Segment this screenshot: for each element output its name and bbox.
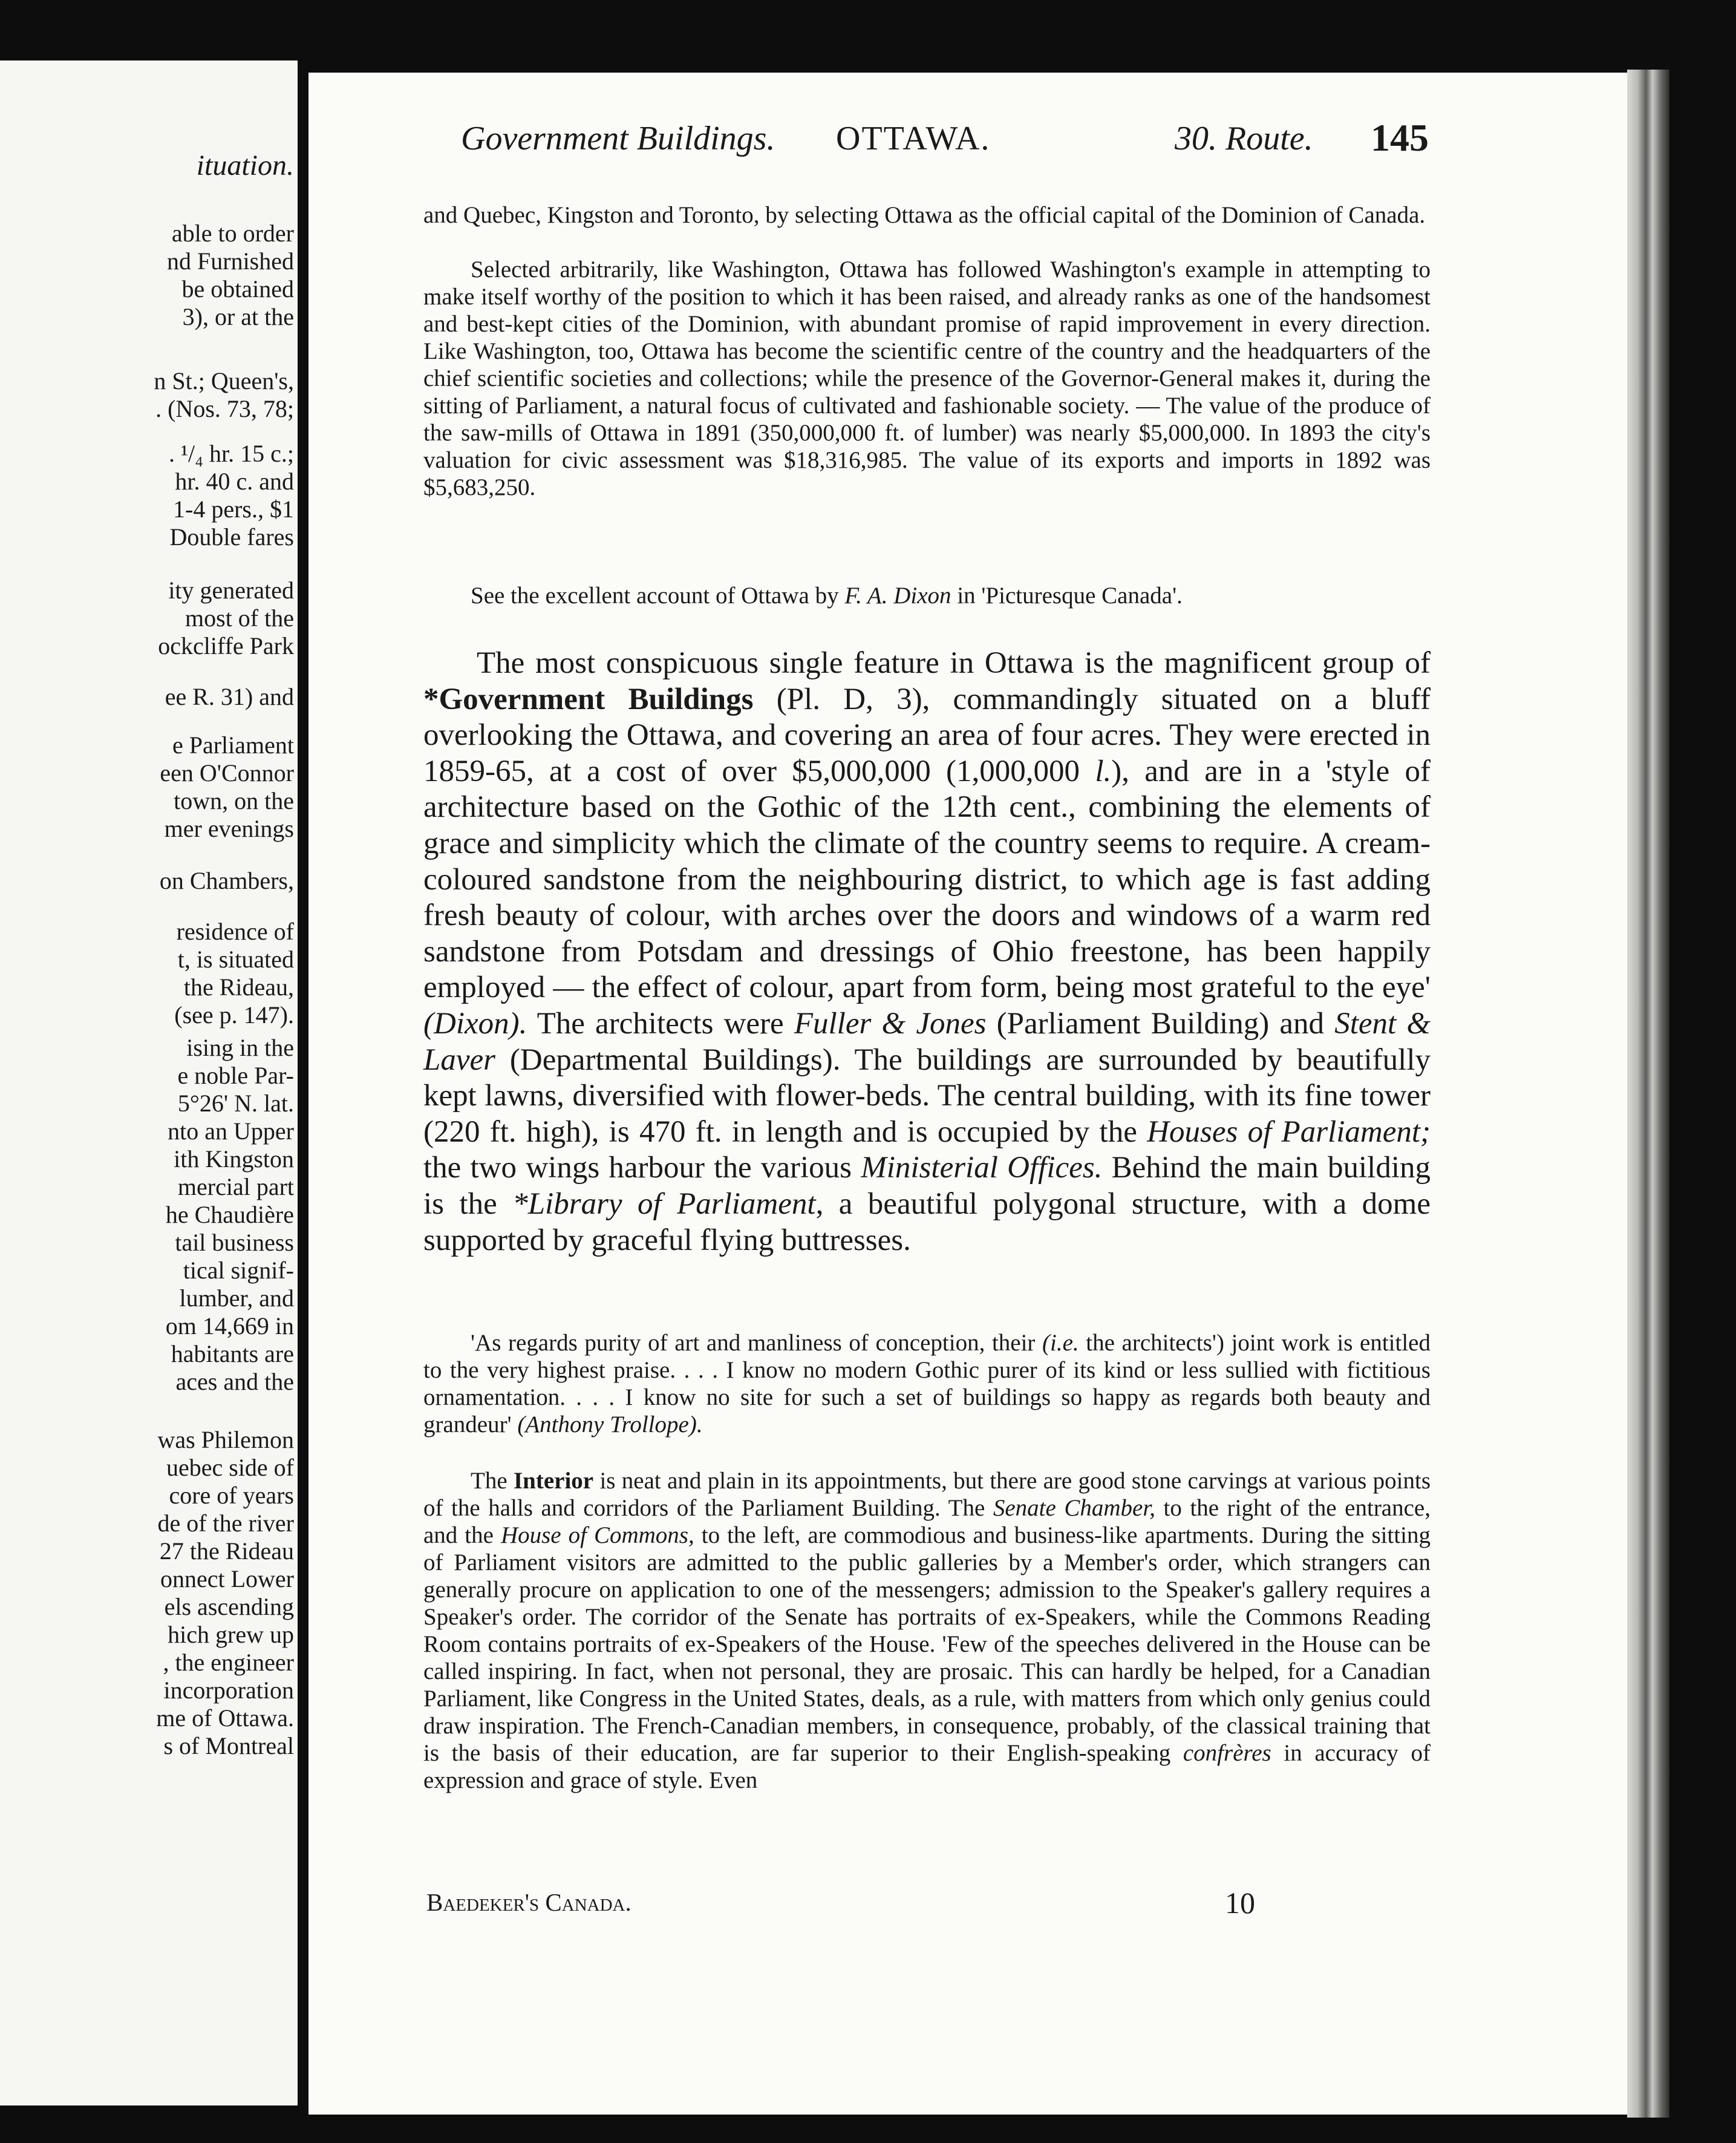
facing-page-line: ockcliffe Park: [158, 632, 294, 659]
facing-page-line: habitants are: [171, 1340, 294, 1367]
header-city: OTTAWA.: [836, 120, 991, 157]
facing-page-line: onnect Lower: [160, 1565, 294, 1592]
paragraph-trollope-quote: [423, 1329, 1431, 1438]
interior-text: The: [471, 1468, 514, 1494]
facing-page-line: uebec side of: [166, 1454, 294, 1481]
facing-page-line: mercial part: [177, 1173, 294, 1200]
library-of-parliament: *Library of Parliament: [512, 1186, 816, 1221]
facing-page-line: t, is situated: [177, 946, 294, 973]
ministerial-offices: Ministerial Offices.: [861, 1151, 1103, 1185]
facing-page-line: most of the: [185, 604, 294, 632]
main-text: Behind the main building is the: [423, 1151, 1431, 1221]
senate-chamber: Senate Chamber,: [993, 1495, 1155, 1521]
facing-page-line: was Philemon: [157, 1426, 294, 1453]
interior-text: to the right of the entrance, and the: [423, 1495, 1431, 1548]
facing-page-line: 5°26' N. lat.: [177, 1090, 294, 1117]
facing-page-line: core of years: [169, 1482, 294, 1509]
quote-text: the architects') joint work is entitled to the very highest praise. . . . I know no modern Gothic purer of its kind or less sullied with fictitious ornamentation. . . . I know no site for such a set of buildings so happy as regards both beauty and grandeur': [423, 1330, 1431, 1438]
main-text: , a beautiful polygonal structure, with a dome supported by graceful flying buttresses.: [423, 1186, 1431, 1257]
see-also-text: See the excellent account of Ottawa by: [471, 583, 845, 609]
citation-dixon: (Dixon).: [423, 1006, 527, 1041]
paragraph-selected: [423, 256, 1431, 501]
facing-page: [0, 61, 298, 2105]
facing-page-line: om 14,669 in: [165, 1312, 294, 1340]
architects-stent-laver: Stent & Laver: [423, 1006, 1431, 1077]
facing-page-line: een O'Connor: [160, 759, 294, 787]
facing-page-line: ity generated: [168, 577, 294, 604]
facing-page-line: 1-4 pers., $1: [173, 496, 294, 523]
see-also-author: F. A. Dixon: [844, 583, 951, 609]
facing-page-line: e Parliament: [172, 731, 294, 759]
pound-symbol: l.: [1095, 754, 1112, 788]
interior-heading-bold: Interior: [513, 1468, 594, 1494]
facing-page-line: incorporation: [163, 1677, 294, 1704]
facing-page-line: e noble Par-: [177, 1062, 294, 1089]
quote-text: 'As regards purity of art and manliness of conception, their: [471, 1330, 1043, 1356]
paragraph-selected-text: Selected arbitrarily, like Washington, Ottawa has followed Washington's example in attempting to make itself worthy of the position to which it has been raised, and already ranks as one of the handsomest and best-kept cities of the Dominion, with abundant promise of rapid improvement in every direction. Like Washington, too, Ottawa has become the scientific centre of the country and the headquarters of the chief scientific societies and collections; while the presence of the Governor-General makes it, during the sitting of Parliament, a natural focus of cultivated and fashionable society. — The value of the produce of the saw-mills of Ottawa in 1891 (350,000,000 ft. of lumber) was nearly $5,000,000. In 1893 the city's valuation for civic assessment was $18,316,985. The value of its exports and imports in 1892 was $5,683,250.: [423, 257, 1431, 500]
page-edge: [1627, 70, 1669, 2118]
main-text: The most conspicuous single feature in Ottawa is the magnificent group of: [477, 646, 1431, 680]
facing-page-line: be obtained: [181, 275, 294, 303]
paragraph-see-also: [423, 582, 1431, 609]
facing-page-line: ith Kingston: [174, 1145, 294, 1173]
page-number: 145: [1371, 116, 1429, 159]
main-text: (Departmental Buildings). The buildings are surrounded by beautifully kept lawns, diversified with flower-beds. The central building, with its fine tower (220 ft. high), is 470 ft. in length and is occupied by the: [423, 1042, 1431, 1149]
running-header: [461, 116, 1429, 162]
paragraph-intro-text: and Quebec, Kingston and Toronto, by selecting Ottawa as the official capital of the Dominion of Canada.: [423, 202, 1426, 228]
footer-signature-number: 10: [1225, 1886, 1255, 1920]
facing-page-line: s of Montreal: [163, 1732, 294, 1759]
facing-page-line: ee R. 31) and: [165, 683, 294, 710]
facing-page-line: the Rideau,: [183, 973, 294, 1001]
facing-page-line: els ascending: [164, 1593, 294, 1620]
architects-fuller-jones: Fuller & Jones: [794, 1006, 987, 1041]
facing-page-line: . (Nos. 73, 78;: [155, 395, 294, 422]
facing-page-line: tical signif-: [183, 1257, 294, 1284]
facing-page-line: (see p. 147).: [174, 1001, 294, 1029]
facing-page-line: aces and the: [175, 1368, 294, 1395]
facing-page-line: ising in the: [186, 1034, 294, 1061]
paragraph-government-buildings: [423, 646, 1431, 1258]
facing-page-line: hich grew up: [168, 1621, 294, 1648]
quote-author: (Anthony Trollope).: [517, 1412, 703, 1438]
interior-text: in accuracy of expression and grace of style. Even: [423, 1740, 1431, 1793]
facing-page-line: me of Ottawa.: [156, 1704, 294, 1732]
facing-page-line: tail business: [175, 1229, 294, 1256]
houses-of-parliament: Houses of Parliament;: [1147, 1114, 1431, 1149]
main-text: The architects were: [527, 1006, 794, 1041]
facing-page-line: hr. 40 c. and: [175, 468, 294, 495]
facing-page-line: . ¹/₄ hr. 15 c.;: [168, 440, 294, 467]
main-text: ), and are in a 'style of architecture based on the Gothic of the 12th cent., combining the elements of grace and simplicity which the climate of the country seems to require. A cream-coloured sandstone from the neighbouring district, to which age is fast adding fresh beauty of colour, with arches over the doors and windows of a warm red sandstone from Potsdam and dressings of Ohio freestone, has been happily employed — the effect of colour, apart from form, being most grateful to the eye': [423, 754, 1431, 1005]
facing-page-line: he Chaudière: [165, 1201, 294, 1228]
header-route: 30. Route.: [1175, 120, 1313, 157]
main-text: the two wings harbour the various: [423, 1151, 861, 1185]
facing-page-line: able to order: [171, 220, 294, 247]
header-section-title: Government Buildings.: [461, 120, 775, 157]
facing-page-line: 3), or at the: [182, 303, 294, 330]
facing-page-line: , the engineer: [163, 1649, 294, 1676]
main-heading-bold: *Government Buildings: [423, 682, 754, 716]
main-text: (Pl. D, 3), commandingly situated on a bluff overlooking the Ottawa, and covering an area of four acres. They were erected in 1859-65, at a cost of over $5,000,000 (1,000,000: [423, 682, 1431, 788]
facing-page-line: de of the river: [157, 1510, 294, 1537]
facing-page-line: town, on the: [174, 787, 294, 814]
facing-page-line: Double fares: [169, 523, 294, 551]
interior-text: is neat and plain in its appointments, but there are good stone carvings at various points of the halls and corridors of the Parliament Building. The: [423, 1468, 1431, 1521]
main-text: (Parliament Building) and: [986, 1006, 1335, 1041]
facing-page-line: 27 the Rideau: [159, 1537, 294, 1565]
paragraph-intro: [423, 201, 1431, 229]
facing-page-line: mer evenings: [164, 815, 294, 842]
see-also-source: in 'Picturesque Canada'.: [951, 583, 1183, 609]
confreres: confrères: [1183, 1740, 1271, 1766]
facing-page-line: residence of: [176, 918, 294, 945]
facing-page-line: lumber, and: [179, 1284, 294, 1312]
footer-book-title: Baedeker's Canada.: [426, 1888, 631, 1916]
paragraph-interior: [423, 1467, 1431, 1794]
facing-page-heading: ituation.: [196, 149, 294, 182]
house-of-commons: House of Commons,: [500, 1522, 694, 1548]
facing-page-line: on Chambers,: [159, 867, 294, 894]
interior-text: to the left, are commodious and business-like apartments. During the sitting of Parliament visitors are admitted to the public galleries by a Member's order, which strangers can generally procure on application to one of the messengers; admission to the Speaker's gallery requires a Speaker's order. The corridor of the Senate has portraits of ex-Speakers, while the Commons Reading Room contains portraits of ex-Speakers of the House. 'Few of the speeches delivered in the House can be called inspiring. In fact, when not personal, they are prosaic. This can hardly be helped, for a Canadian Parliament, like Congress in the United States, deals, as a rule, with matters from which only genius could draw inspiration. The French-Canadian members, in consequence, probably, of the classical training that is the basis of their education, are far superior to their English-speaking: [423, 1522, 1431, 1766]
quote-ie: (i.e.: [1042, 1330, 1079, 1356]
facing-page-line: nd Furnished: [167, 247, 294, 275]
facing-page-line: nto an Upper: [168, 1117, 294, 1145]
facing-page-line: n St.; Queen's,: [154, 367, 294, 394]
